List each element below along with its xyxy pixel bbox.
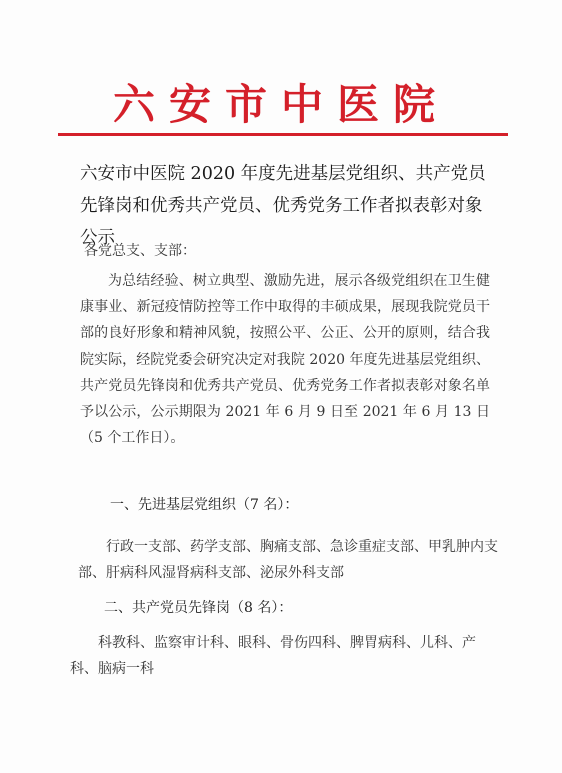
salutation: 各党总支、支部： bbox=[84, 243, 196, 259]
letterhead-title: 六安市中医院 bbox=[112, 80, 449, 129]
section-items-advanced-organizations: 行政一支部、药学支部、胸痛支部、急诊重症支部、甲乳肿内支部、肝病科风湿肾病科支部、泌尿外科支部 bbox=[78, 539, 498, 581]
section-heading-vanguard-posts: 二、共产党员先锋岗（8 名）： bbox=[104, 600, 293, 616]
letterhead-rule bbox=[58, 133, 508, 136]
body-paragraph: 为总结经验、树立典型、激励先进，展示各级党组织在卫生健康事业、新冠疫情防控等工作中取得的丰硕成果，展现我院党员干部的良好形象和精神风貌，按照公平、公正、公开的原则，结合我院实际，经院党委会研究决定对我院 2020 年度先进基层党组织、共产党员先锋岗和优秀共产党员、优秀党务工作者拟表彰对象名单予以公示，公示期限为 2021 年 6 月 9 日至 2021 年 6 月 13 日（5 个工作日）。 bbox=[80, 273, 490, 447]
section-items-vanguard-posts: 科教科、监察审计科、眼科、骨伤四科、脾胃病科、儿科、产科、脑病一科 bbox=[70, 635, 476, 677]
document-title: 六安市中医院 2020 年度先进基层党组织、共产党员先锋岗和优秀共产党员、优秀党务工作者拟表彰对象公示 bbox=[80, 164, 486, 248]
section-heading-advanced-organizations: 一、先进基层党组织（7 名）： bbox=[110, 497, 299, 513]
